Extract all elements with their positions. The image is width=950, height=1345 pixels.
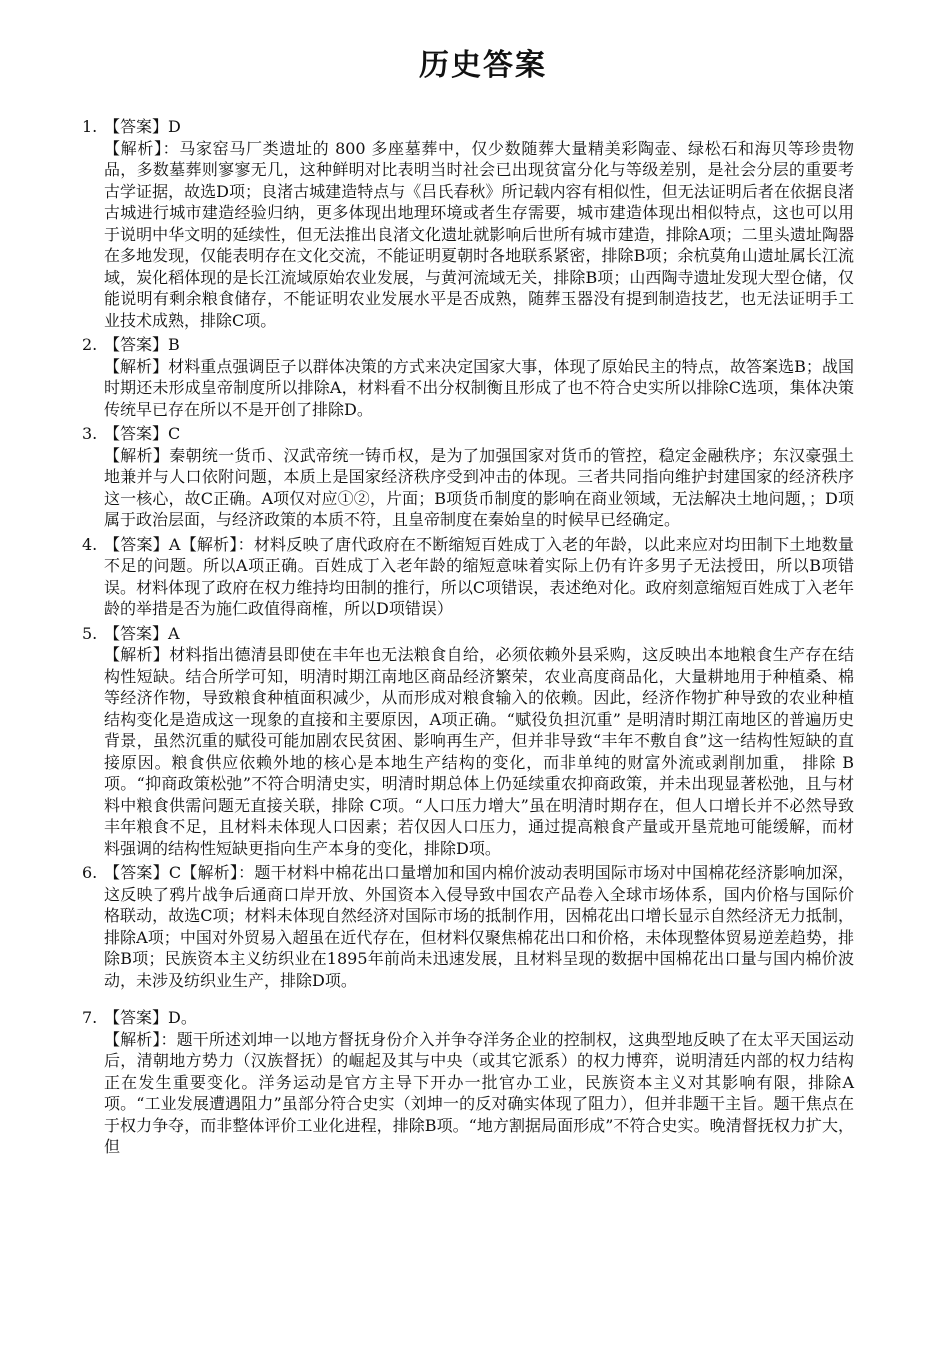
analysis-text: 【解析】：马家窑马厂类遗址的 800 多座墓葬中，仅少数随葬大量精美彩陶壶、绿松石和海贝等珍贵物品，多数墓葬则寥寥无几，这种鲜明对比表明当时社会已出现贫富分化与等级差别，是社会分层的重要考古学证据，故选D项；良渚古城建造特点与《吕氏春秋》所记载内容有相似性，但无法证明后者在依据良渚古城进行城市建造经验归纳，更多体现出地理环境或者生存需要，城市建造体现出相似特点，这也可以用于说明中华文明的延续性，但无法推出良渚文化遗址就影响后世所有城市建造，排除A项；二里头遗址陶器在多地发现，仅能表明存在文化交流，不能证明夏朝时各地联系紧密，排除B项；余杭莫角山遗址属长江流域，炭化稻体现的是长江流域原始农业发展，与黄河流域无关，排除B项；山西陶寺遗址发现大型仓储，仅能说明有剩余粮食储存，不能证明农业发展水平是否成熟，随葬玉器没有提到制造技艺，也无法证明手工业技术成熟，排除C项。 — [104, 138, 854, 330]
analysis-text: 【解析】材料重点强调臣子以群体决策的方式来决定国家大事，体现了原始民主的特点，故答案选B；战国时期还未形成皇帝制度所以排除A，材料看不出分权制衡且形成了也不符合史实所以排除C选项，集体决策传统早已存在所以不是开创了排除D。 — [104, 356, 854, 419]
answer-text: 【答案】C — [104, 424, 181, 443]
answer-text: 【答案】A【解析】： — [104, 534, 254, 554]
analysis-text: 【解析】材料指出德清县即使在丰年也无法粮食自给，必须依赖外县采购，这反映出本地粮食生产存在结构性短缺。结合所学可知，明清时期江南地区商品经济繁荣，农业高度商品化，大量耕地用于种植桑、棉等经济作物，导致粮食种植面积减少，从而形成对粮食输入的依赖。因此，经济作物扩种导致的农业种植结构变化是造成这一现象的直接和主要原因，A项正确。“赋役负担沉重” 是明清时期江南地区的普遍历史背景，虽然沉重的赋役可能加剧农民贫困、影响再生产，但并非导致“丰年不敷自食”这一结构性短缺的直接原因。粮食供应依赖外地的核心是本地生产结构的变化，而非单纯的财富外流或剥削加重， 排除 B项。“抑商政策松弛”不符合明清史实，明清时期总体上仍延续重农抑商政策，并未出现显著松弛，且与材料中粮食供需问题无直接关联，排除 C项。“人口压力增大”虽在明清时期存在，但人口增长并不必然导致丰年粮食不足，且材料未体现人口因素；若仅因人口压力，通过提高粮食产量或开垦荒地可能缓解，而材料强调的结构性短缺更指向生产本身的变化，排除D项。 — [104, 645, 854, 858]
item-number: 1. — [82, 117, 98, 136]
answer-item-3 — [82, 423, 854, 531]
analysis-text: 【解析】秦朝统一货币、汉武帝统一铸币权，是为了加强国家对货币的管控，稳定金融秩序；东汉豪强土地兼并与人口依附问题，本质上是国家经济秩序受到冲击的体现。三者共同指向维护封建国家的经济秩序这一核心，故C正确。A项仅对应①②，片面；B项货币制度的影响在商业领域，无法解决土地问题，；D项属于政治层面，与经济政策的本质不符，且皇帝制度在秦始皇的时候早已经确定。 — [104, 445, 854, 529]
analysis-text: 题干材料中棉花出口量增加和国内棉价波动表明国际市场对中国棉花经济影响加深，这反映了鸦片战争后通商口岸开放、外国资本入侵导致中国农产品卷入全球市场体系，国内价格与国际价格联动，故选C项；材料未体现自然经济对国际市场的抵制作用，因棉花出口增长显示自然经济无力抵制，排除A项；中国对外贸易入超虽在近代存在，但材料仅聚焦棉花出口和价格，未体现整体贸易逆差趋势，排除B项；民族资本主义纺织业在1895年前尚未迅速发展，且材料呈现的数据中国棉花出口量与国内棉价波动，未涉及纺织业生产，排除D项。 — [104, 863, 854, 990]
item-number: 3. — [82, 424, 98, 443]
item-number: 7. — [82, 1008, 98, 1027]
analysis-text: 材料反映了唐代政府在不断缩短百姓成丁入老的年龄，以此来应对均田制下土地数量不足的问题。所以A项正确。百姓成丁入老年龄的缩短意味着实际上仍有许多男子无法授田，所以B项错误。材料体现了政府在权力维持均田制的推行，所以C项错误，表述绝对化。政府刻意缩短百姓成丁入老年龄的举措是否为施仁政值得商榷，所以D项错误） — [104, 534, 854, 618]
answer-text: 【答案】A — [104, 623, 180, 643]
analysis-text: 【解析】：题干所述刘坤一以地方督抚身份介入并争夺洋务企业的控制权，这典型地反映了在太平天国运动后，清朝地方势力（汉族督抚）的崛起及其与中央（或其它派系）的权力博弈，说明清廷内部的权力结构正在发生重要变化。洋务运动是官方主导下开办一批官办工业，民族资本主义对其影响有限，排除A项。“工业发展遭遇阻力”虽部分符合史实（刘坤一的反对确实体现了阻力），但并非题干主旨。题干焦点在于权力争夺，而非整体评价工业化进程，排除B项。“地方割据局面形成”不符合史实。晚清督抚权力扩大，但 — [104, 1029, 854, 1156]
answer-item-1 — [82, 116, 854, 331]
answer-item-5 — [82, 623, 854, 860]
answer-item-6 — [82, 862, 854, 991]
item-number: 5. — [82, 623, 98, 643]
answer-item-2 — [82, 334, 854, 420]
item-number: 4. — [82, 534, 98, 554]
page-title: 历史答案 — [419, 48, 547, 83]
answer-text: 【答案】B — [104, 335, 180, 354]
item-number: 6. — [82, 863, 98, 882]
answer-item-7 — [82, 1007, 854, 1158]
item-number: 2. — [82, 335, 98, 354]
answer-text: 【答案】C【解析】： — [104, 863, 255, 882]
answer-text: 【答案】D — [104, 117, 181, 136]
answer-text: 【答案】D。 — [104, 1008, 197, 1027]
answer-item-4 — [82, 534, 854, 620]
